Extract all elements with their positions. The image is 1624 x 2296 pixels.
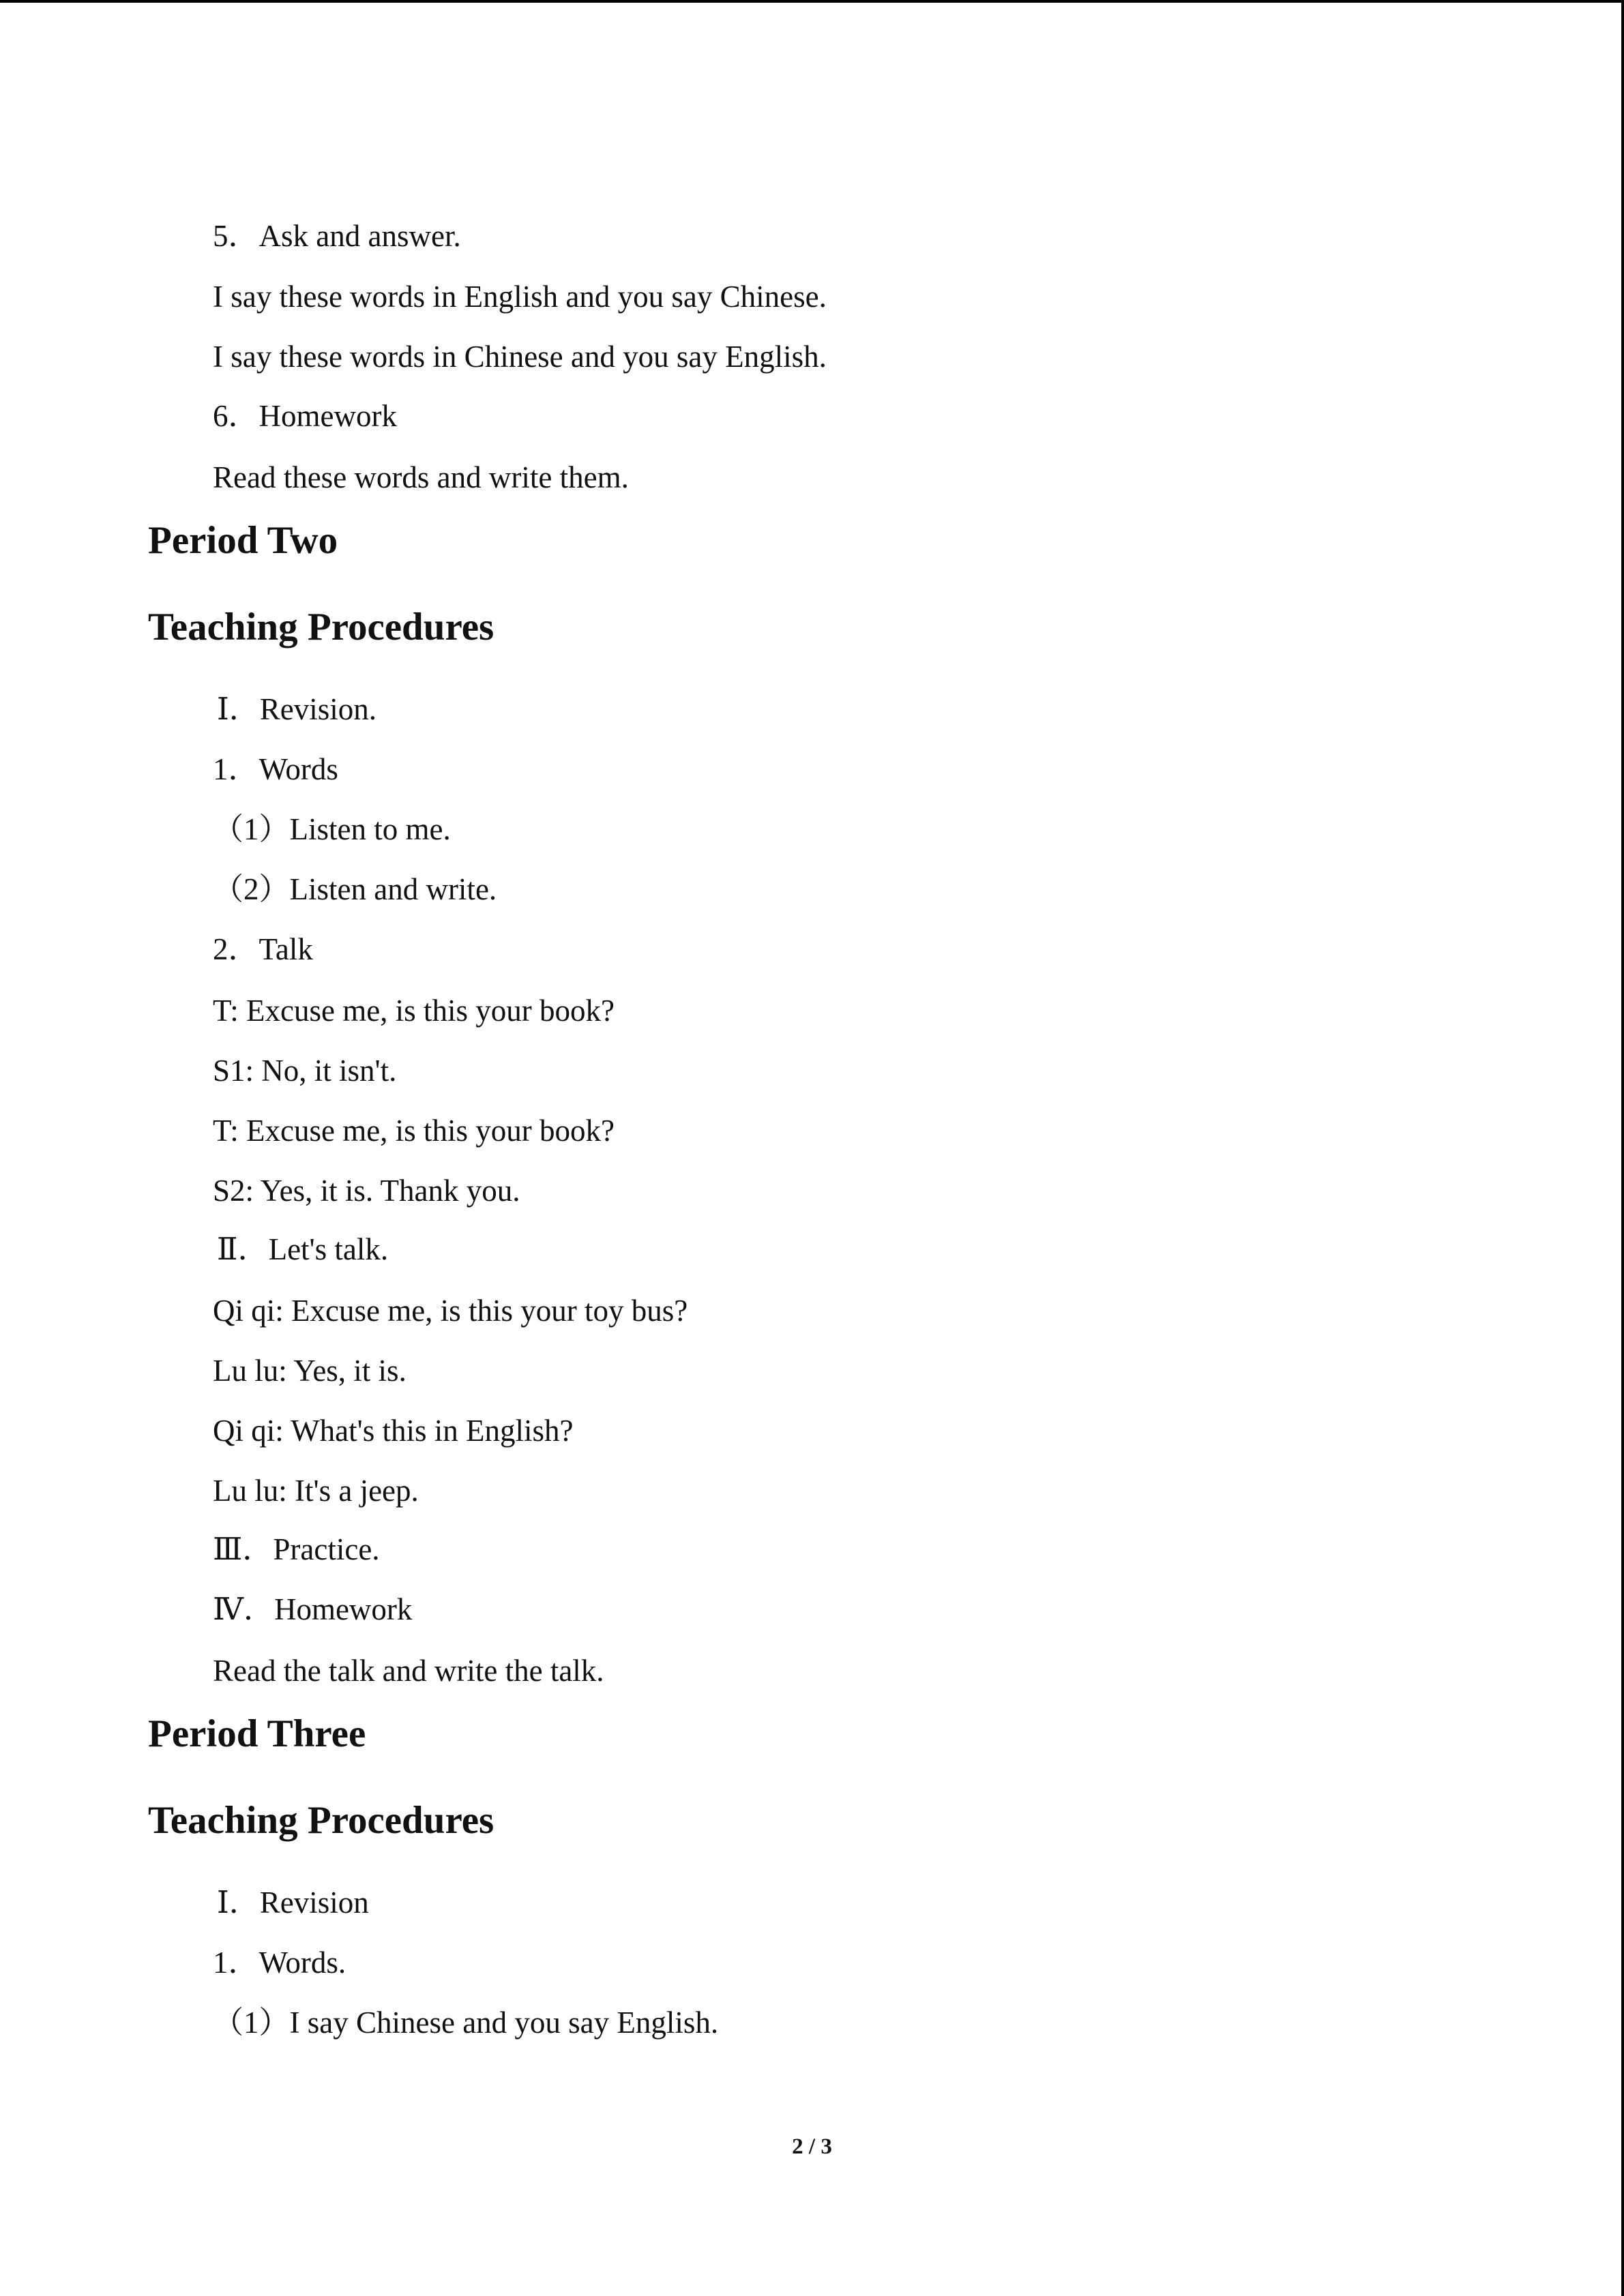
roman-item-revision: Ⅰ．Revision. (217, 692, 377, 726)
section-heading-teaching-procedures: Teaching Procedures (148, 606, 494, 648)
list-item-words: 1．Words (213, 752, 338, 786)
text-line: Read these words and write them. (213, 460, 629, 494)
roman-item-revision: Ⅰ．Revision (217, 1885, 369, 1920)
dialogue-line: S2: Yes, it is. Thank you. (213, 1174, 520, 1208)
dialogue-line: Lu lu: Yes, it is. (213, 1354, 407, 1388)
list-item-homework: 6．Homework (213, 399, 397, 433)
text-line: I say these words in English and you say Chinese. (213, 280, 827, 314)
roman-item-homework: Ⅳ．Homework (213, 1592, 413, 1626)
roman-item-practice: Ⅲ．Practice. (213, 1532, 380, 1566)
text-line: I say these words in Chinese and you say English. (213, 340, 827, 374)
list-item-words: 1．Words. (213, 1945, 346, 1980)
sub-item: （1）I say Chinese and you say English. (213, 2006, 719, 2040)
list-item-talk: 2．Talk (213, 932, 313, 966)
dialogue-line: S1: No, it isn't. (213, 1054, 397, 1088)
dialogue-line: T: Excuse me, is this your book? (213, 1114, 615, 1148)
section-heading-teaching-procedures: Teaching Procedures (148, 1799, 494, 1842)
page-number: 2 / 3 (792, 2134, 832, 2159)
sub-item: （1）Listen to me. (213, 812, 451, 846)
dialogue-line: Lu lu: It's a jeep. (213, 1474, 419, 1508)
section-heading-period-two: Period Two (148, 519, 338, 562)
section-heading-period-three: Period Three (148, 1712, 366, 1755)
page-border-right (1621, 0, 1624, 2296)
dialogue-line: Qi qi: What's this in English? (213, 1414, 574, 1448)
roman-item-lets-talk: Ⅱ．Let's talk. (217, 1232, 389, 1266)
dialogue-line: T: Excuse me, is this your book? (213, 994, 615, 1028)
dialogue-line: Qi qi: Excuse me, is this your toy bus? (213, 1294, 688, 1328)
page-border-top (0, 0, 1624, 3)
text-line: Read the talk and write the talk. (213, 1654, 604, 1688)
sub-item: （2）Listen and write. (213, 872, 497, 906)
list-item-ask-and-answer: 5．Ask and answer. (213, 219, 461, 253)
